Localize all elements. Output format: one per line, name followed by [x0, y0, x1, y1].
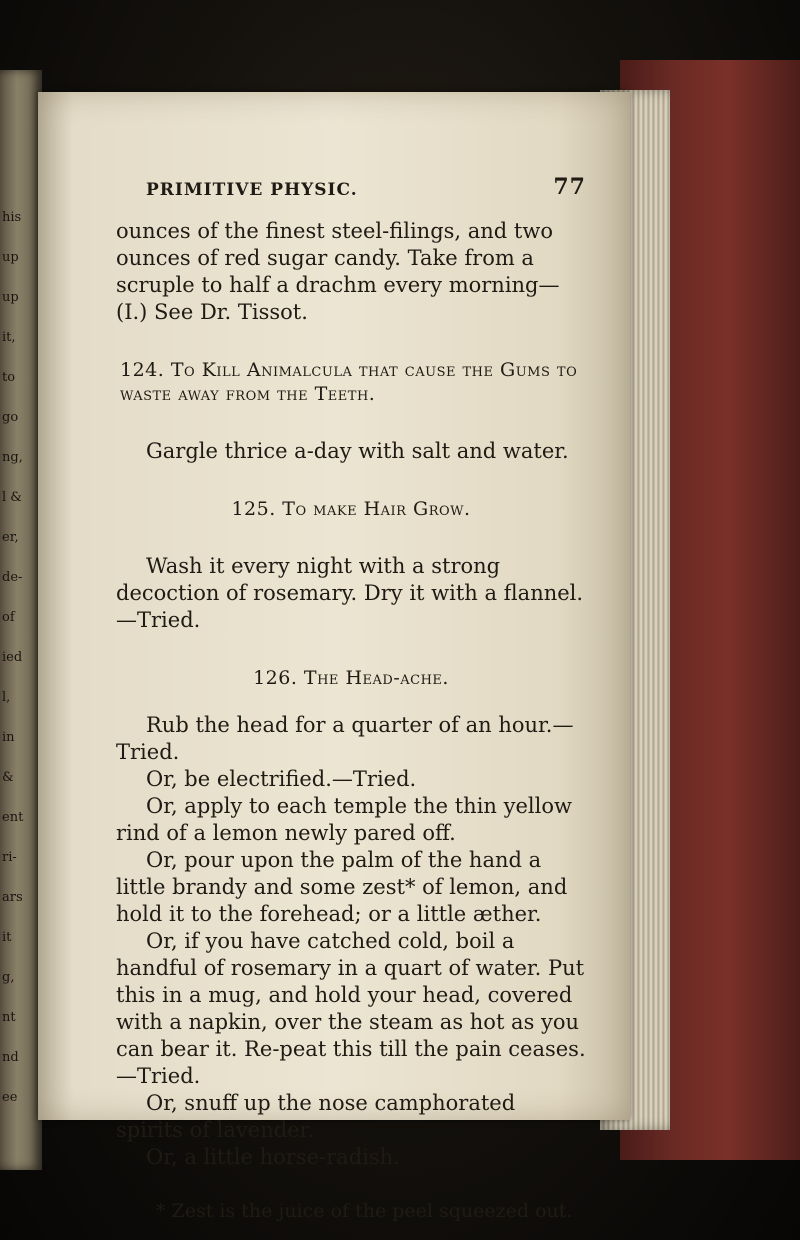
- left-page-fragment: of: [2, 610, 15, 625]
- section-heading-124: 124. To Kill Animalcula that cause the Gums to waste away from the Teeth.: [120, 359, 578, 405]
- left-page-fragment: de-: [2, 570, 23, 585]
- left-page-fragment: up: [2, 250, 19, 265]
- left-page-fragment: to: [2, 370, 16, 385]
- left-page-fragment: ent: [2, 810, 24, 825]
- paragraph-124: Gargle thrice a-day with salt and water.: [146, 439, 569, 463]
- footnote: * Zest is the juice of the peel squeezed out.: [156, 1200, 573, 1222]
- paragraph-126-brandy: Or, pour upon the palm of the hand a little brandy and some zest* of lemon, and hold it to the forehead; or a little æther.: [116, 848, 568, 926]
- book-page: [38, 92, 630, 1222]
- left-page-fragment: g,: [2, 970, 15, 985]
- page-text: [116, 174, 586, 1223]
- left-page-fragment: ee: [2, 1090, 18, 1105]
- paragraph-126-rosemary: Or, if you have catched cold, boil a handful of rosemary in a quart of water. Put this in a mug, and hold your head, covered with a napkin, over the steam as hot as you can bear it. Re-peat this till the pain ceases.—Tried.: [116, 929, 586, 1088]
- paragraph-125: Wash it every night with a strong decoction of rosemary. Dry it with a flannel.—Tried.: [116, 554, 584, 632]
- paragraph-126-rub: Rub the head for a quarter of an hour.—Tried.: [116, 713, 574, 764]
- left-page-fragment: nt: [2, 1010, 16, 1025]
- paragraph-126-horse-radish: Or, a little horse-radish.: [146, 1145, 400, 1169]
- left-page-fragment: nd: [2, 1050, 19, 1065]
- running-head: [146, 174, 586, 204]
- left-page-fragment: go: [2, 410, 19, 425]
- left-page-fragment: er,: [2, 530, 19, 545]
- left-page-fragment: in: [2, 730, 15, 745]
- left-page-edge: [0, 70, 42, 1170]
- left-page-fragment: up: [2, 290, 19, 305]
- paragraph-126-electrified: Or, be electrified.—Tried.: [146, 767, 417, 791]
- left-page-fragment: l,: [2, 690, 11, 705]
- left-page-fragment: it,: [2, 330, 16, 345]
- section-heading-125: 125. To make Hair Grow.: [231, 498, 471, 520]
- paragraph-126-lemon: Or, apply to each temple the thin yellow rind of a lemon newly pared off.: [116, 794, 572, 845]
- page-number: 77: [553, 174, 586, 200]
- left-page-fragment: &: [2, 770, 14, 785]
- left-page-fragment: ars: [2, 890, 23, 905]
- section-heading-126: 126. The Head-ache.: [253, 667, 449, 689]
- left-page-fragment: ng,: [2, 450, 23, 465]
- left-page-fragment: his: [2, 210, 22, 225]
- left-page-fragment: ied: [2, 650, 23, 665]
- left-page-fragment: it: [2, 930, 12, 945]
- left-page-fragment: ri-: [2, 850, 17, 865]
- paragraph-126-lavender: Or, snuff up the nose camphorated spirits of lavender.: [116, 1091, 516, 1142]
- running-head-title: PRIMITIVE PHYSIC.: [146, 180, 358, 200]
- left-page-fragment: l &: [2, 490, 22, 505]
- paragraph-continued: ounces of the finest steel-filings, and two ounces of red sugar candy. Take from a scruple to half a drachm every morning—(I.) See Dr. Tissot.: [116, 219, 560, 324]
